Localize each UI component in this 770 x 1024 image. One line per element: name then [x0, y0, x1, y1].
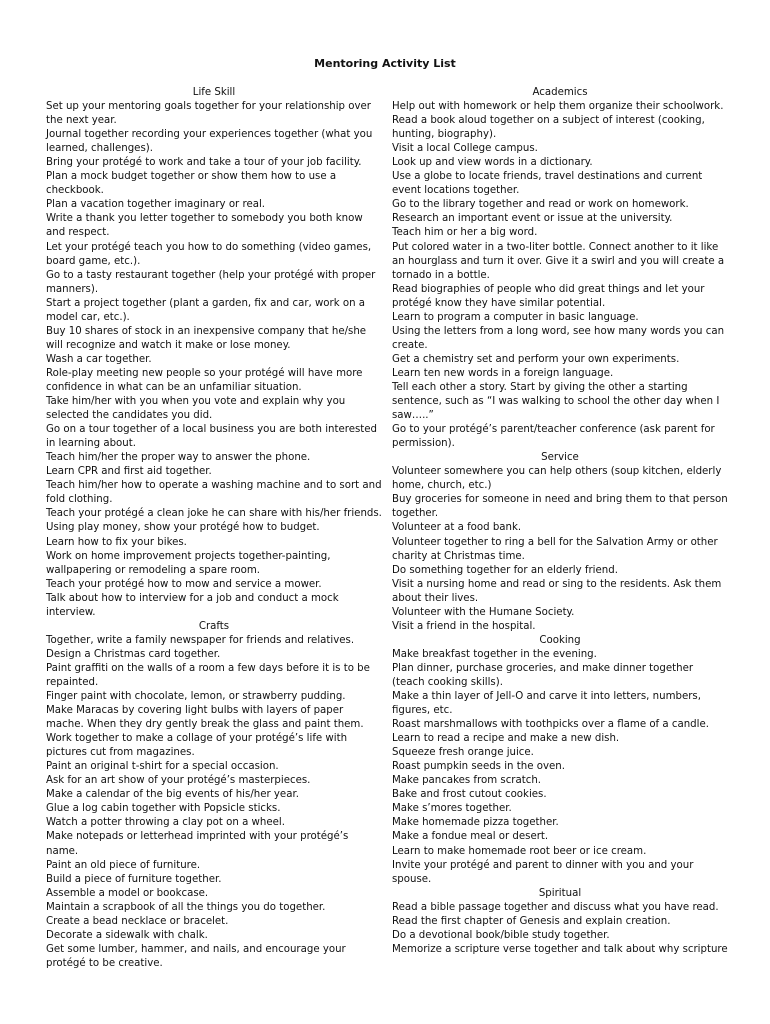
section-academics [392, 86, 728, 451]
activity-item: Write a thank you letter together to somebody you both know and respect. [46, 213, 363, 239]
activity-item: Learn ten new words in a foreign language. [392, 367, 614, 379]
activity-item: Bring your protégé to work and take a tour of your job facility. [46, 157, 362, 169]
activity-item: Make breakfast together in the evening. [392, 648, 597, 660]
section-life-skill [46, 86, 382, 620]
activity-item: Get some lumber, hammer, and nails, and encourage your protégé to be creative. [46, 943, 346, 969]
activity-item: Roast pumpkin seeds in the oven. [392, 761, 565, 773]
activity-item: Start a project together (plant a garden, fix and car, work on a model car, etc.). [46, 297, 366, 323]
activity-item: Do a devotional book/bible study together. [392, 929, 610, 941]
activity-item: Ask for an art show of your protégé’s masterpieces. [46, 775, 311, 787]
activity-item: Roast marshmallows with toothpicks over a flame of a candle. [392, 719, 709, 731]
activity-item: Plan dinner, purchase groceries, and make dinner together (teach cooking skills). [392, 662, 694, 688]
activity-item: Paint an old piece of furniture. [46, 859, 201, 871]
activity-item: Take him/her with you when you vote and explain why you selected the candidates you did. [46, 396, 346, 422]
section-crafts [46, 620, 382, 971]
activity-item: Work together to make a collage of your protégé’s life with pictures cut from magazines. [46, 733, 348, 759]
document-title: Mentoring Activity List [314, 57, 456, 70]
activity-item: Go to your protégé’s parent/teacher conference (ask parent for permission). [392, 424, 715, 450]
activity-item: Plan a mock budget together or show them how to use a checkbook. [46, 171, 337, 197]
activity-item: Go to a tasty restaurant together (help your protégé with proper manners). [46, 269, 376, 295]
activity-item: Maintain a scrapbook of all the things you do together. [46, 901, 326, 913]
activity-item: Teach him/her how to operate a washing machine and to sort and fold clothing. [46, 480, 382, 506]
activity-item: Learn to make homemade root beer or ice cream. [392, 845, 647, 857]
activity-item: Learn how to fix your bikes. [46, 536, 187, 548]
activity-item: Volunteer at a food bank. [392, 522, 522, 534]
activity-item: Using play money, show your protégé how to budget. [46, 522, 320, 534]
section-heading: Life Skill [192, 87, 236, 98]
left-column [46, 86, 382, 971]
activity-item: Read a bible passage together and discuss what you have read. [392, 901, 719, 913]
section-heading: Academics [532, 87, 588, 98]
activity-item: Learn CPR and first aid together. [46, 466, 212, 478]
activity-item: Let your protégé teach you how to do something (video games, board game, etc.). [46, 241, 372, 267]
activity-item: Make a thin layer of Jell-O and carve it into letters, numbers, figures, etc. [392, 691, 701, 717]
activity-item: Using the letters from a long word, see how many words you can create. [392, 325, 725, 351]
activity-item: Learn to read a recipe and make a new dish. [392, 733, 620, 745]
activity-item: Teach him or her a big word. [392, 227, 538, 239]
activity-item: Make a fondue meal or desert. [392, 831, 549, 843]
activity-item: Wash a car together. [46, 353, 152, 365]
activity-item: Plan a vacation together imaginary or real. [46, 199, 266, 211]
activity-item: Go to the library together and read or work on homework. [392, 199, 689, 211]
activity-item: Visit a local College campus. [392, 143, 538, 155]
activity-item: Make a calendar of the big events of his/her year. [46, 789, 299, 801]
activity-item: Help out with homework or help them organize their schoolwork. [392, 101, 724, 113]
activity-item: Build a piece of furniture together. [46, 873, 222, 885]
activity-item: Visit a nursing home and read or sing to the residents. Ask them about their lives. [392, 578, 722, 604]
activity-item: Tell each other a story. Start by giving the other a starting sentence, such as “I was walking to school the other day when I saw…..” [392, 381, 720, 422]
activity-item: Decorate a sidewalk with chalk. [46, 929, 208, 941]
activity-item: Assemble a model or bookcase. [46, 887, 209, 899]
section-cooking [392, 634, 728, 887]
section-heading: Crafts [198, 620, 230, 632]
activity-item: Watch a potter throwing a clay pot on a wheel. [46, 817, 285, 829]
activity-item: Make notepads or letterhead imprinted with your protégé’s name. [46, 831, 349, 857]
activity-item: Learn to program a computer in basic language. [392, 311, 639, 323]
activity-item: Volunteer somewhere you can help others (soup kitchen, elderly home, church, etc.) [392, 466, 722, 492]
activity-item: Buy groceries for someone in need and bring them to that person together. [392, 494, 728, 520]
activity-item: Research an important event or issue at the university. [392, 213, 673, 225]
section-heading: Service [541, 452, 579, 464]
right-column [392, 86, 728, 957]
section-service [392, 451, 728, 634]
activity-item: Use a globe to locate friends, travel destinations and current event locations together. [392, 171, 703, 197]
activity-item: Read biographies of people who did great things and let your protégé know they have similar potential. [392, 283, 705, 309]
activity-item: Glue a log cabin together with Popsicle sticks. [46, 803, 281, 815]
activity-item: Make homemade pizza together. [392, 817, 559, 829]
section-heading: Spiritual [538, 887, 582, 899]
activity-item: Look up and view words in a dictionary. [392, 157, 593, 169]
activity-item: Get a chemistry set and perform your own experiments. [392, 353, 680, 365]
activity-item: Do something together for an elderly friend. [392, 564, 618, 576]
activity-item: Bake and frost cutout cookies. [392, 789, 547, 801]
section-spiritual [392, 887, 728, 957]
activity-item: Visit a friend in the hospital. [392, 620, 536, 632]
activity-item: Design a Christmas card together. [46, 648, 221, 660]
activity-item: Make Maracas by covering light bulbs with layers of paper mache. When they dry gently break the glass and paint them. [46, 705, 364, 731]
activity-item: Volunteer together to ring a bell for the Salvation Army or other charity at Christmas time. [392, 536, 718, 562]
activity-item: Paint an original t-shirt for a special occasion. [46, 761, 279, 773]
activity-item: Teach him/her the proper way to answer the phone. [46, 452, 311, 464]
activity-item: Memorize a scripture verse together and talk about why scripture [392, 943, 728, 955]
activity-item: Volunteer with the Humane Society. [392, 606, 575, 618]
activity-item: Put colored water in a two-liter bottle. Connect another to it like an hourglass and turn it over. Give it a swirl and you will create a tornado in a bottle. [392, 241, 725, 281]
activity-item: Make pancakes from scratch. [392, 775, 542, 787]
activity-item: Go on a tour together of a local business you are both interested in learning about. [46, 424, 378, 450]
activity-item: Paint graffiti on the walls of a room a few days before it is to be repainted. [46, 662, 370, 688]
activity-item: Read the first chapter of Genesis and explain creation. [392, 915, 671, 927]
activity-item: Teach your protégé how to mow and service a mower. [46, 578, 322, 590]
activity-item: Read a book aloud together on a subject of interest (cooking, hunting, biography). [392, 115, 705, 141]
activity-item: Create a bead necklace or bracelet. [46, 915, 229, 927]
activity-item: Invite your protégé and parent to dinner with you and your spouse. [392, 859, 694, 885]
activity-item: Finger paint with chocolate, lemon, or strawberry pudding. [46, 691, 346, 703]
activity-item: Teach your protégé a clean joke he can share with his/her friends. [46, 508, 382, 520]
activity-item: Make s’mores together. [392, 803, 512, 815]
activity-item: Squeeze fresh orange juice. [392, 747, 534, 759]
activity-item: Talk about how to interview for a job and conduct a mock interview. [46, 592, 339, 618]
section-heading: Cooking [539, 634, 581, 646]
activity-item: Together, write a family newspaper for friends and relatives. [46, 634, 355, 646]
activity-item: Journal together recording your experiences together (what you learned, challenges). [46, 129, 373, 155]
activity-item: Work on home improvement projects together-painting, wallpapering or remodeling a spare room. [46, 550, 331, 576]
activity-item: Role-play meeting new people so your protégé will have more confidence in what can be an unfamiliar situation. [46, 367, 363, 393]
activity-item: Buy 10 shares of stock in an inexpensive company that he/she will recognize and watch it make or lose money. [46, 325, 367, 351]
activity-item: Set up your mentoring goals together for your relationship over the next year. [46, 101, 371, 127]
